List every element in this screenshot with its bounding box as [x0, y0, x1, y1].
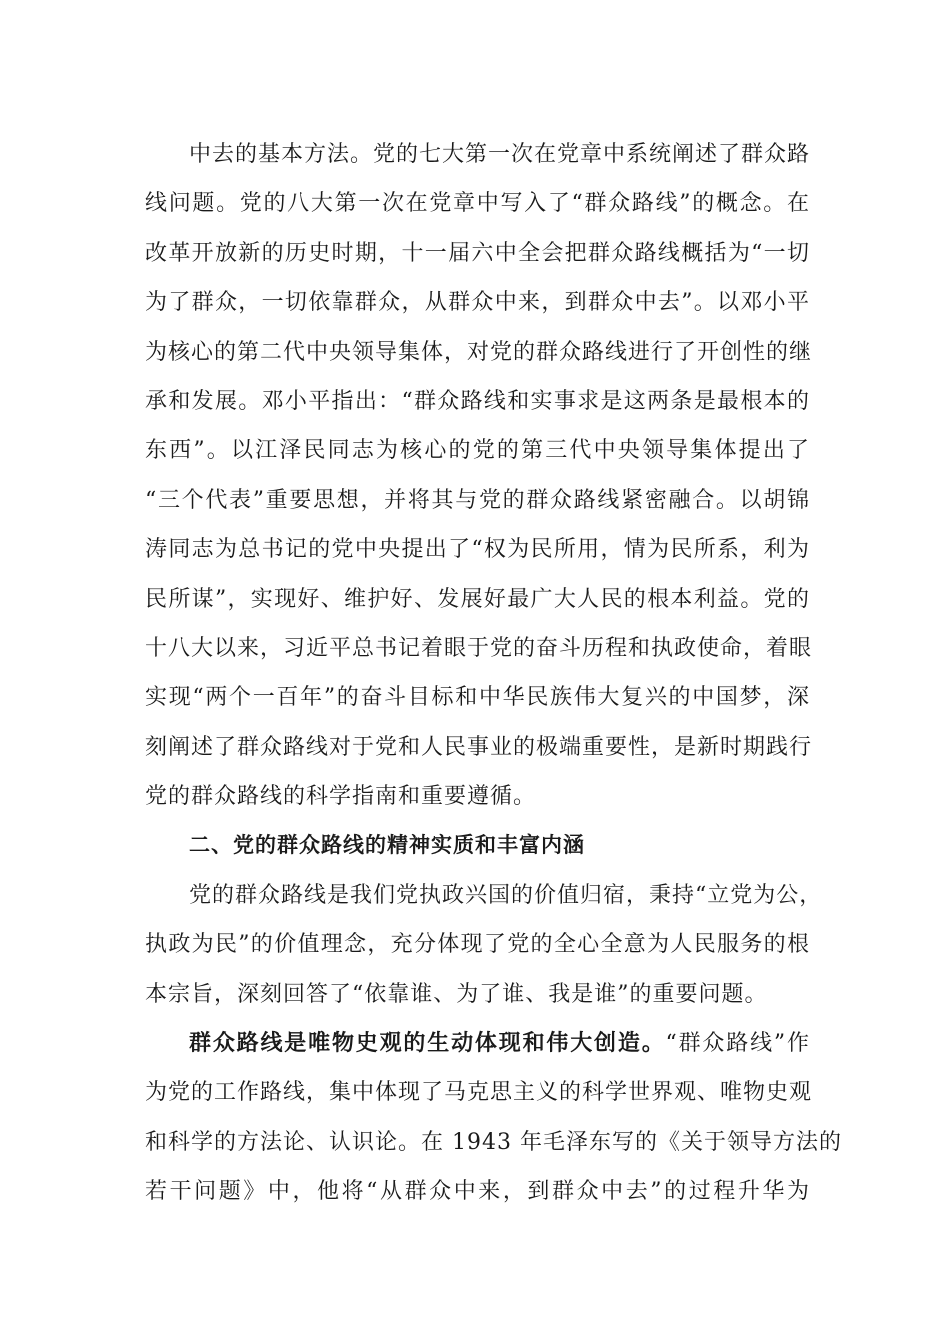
bold-lead-sentence: 群众路线是唯物史观的生动体现和伟大创造。 [189, 1030, 666, 1057]
text-line: 中去的基本方法。党的七大第一次在党章中系统阐述了群众路 [189, 142, 811, 167]
text-line: 刻阐述了群众路线对于党和人民事业的极端重要性，是新时期践行 [145, 734, 813, 760]
text-line: 东西”。以江泽民同志为核心的党的第三代中央领导集体提出了 [145, 438, 810, 464]
paragraph-essence [145, 871, 823, 1019]
text-line: 线问题。党的八大第一次在党章中写入了“群众路线”的概念。在 [145, 191, 810, 217]
text-line: 为党的工作路线，集中体现了马克思主义的科学世界观、唯物史观 [145, 1080, 813, 1106]
text-line: 党的群众路线是我们党执政兴国的价值归宿，秉持“立党为公， [189, 882, 823, 908]
paragraph-history [145, 130, 813, 821]
text-line: 本宗旨，深刻回答了“依靠谁、为了谁、我是谁”的重要问题。 [145, 981, 768, 1007]
text-line: 涛同志为总书记的党中央提出了“权为民所用，情为民所系，利为 [145, 537, 810, 563]
lead-line-rest: “群众路线”作 [665, 1031, 810, 1057]
section-heading: 二、党的群众路线的精神实质和丰富内涵 [189, 833, 585, 858]
text-line: 实现“两个一百年”的奋斗目标和中华民族伟大复兴的中国梦，深 [145, 685, 810, 711]
text-line: “三个代表”重要思想，并将其与党的群众路线紧密融合。以胡锦 [145, 487, 810, 513]
text-line: 改革开放新的历史时期，十一届六中全会把群众路线概括为“一切 [145, 240, 810, 266]
text-line: 和科学的方法论、认识论。在 1943 年毛泽东写的《关于领导方法的 [145, 1129, 842, 1155]
text-line: 为了群众，一切依靠群众，从群众中来，到群众中去”。以邓小平 [145, 290, 810, 316]
text-line [145, 1019, 810, 1068]
text-line: 承和发展。邓小平指出：“群众路线和实事求是这两条是最根本的 [145, 388, 810, 414]
paragraph-materialism [145, 1019, 842, 1217]
text-line: 党的群众路线的科学指南和重要遵循。 [145, 784, 537, 810]
text-line: 若干问题》中，他将“从群众中来，到群众中去”的过程升华为 [145, 1179, 810, 1205]
text-line: 十八大以来，习近平总书记着眼于党的奋斗历程和执政使命，着眼 [145, 635, 813, 661]
document-body [145, 130, 842, 1217]
text-line: 执政为民”的价值理念，充分体现了党的全心全意为人民服务的根 [145, 932, 810, 958]
text-line: 民所谋”，实现好、维护好、发展好最广大人民的根本利益。党的 [145, 586, 810, 612]
text-line: 为核心的第二代中央领导集体，对党的群众路线进行了开创性的继 [145, 339, 813, 365]
